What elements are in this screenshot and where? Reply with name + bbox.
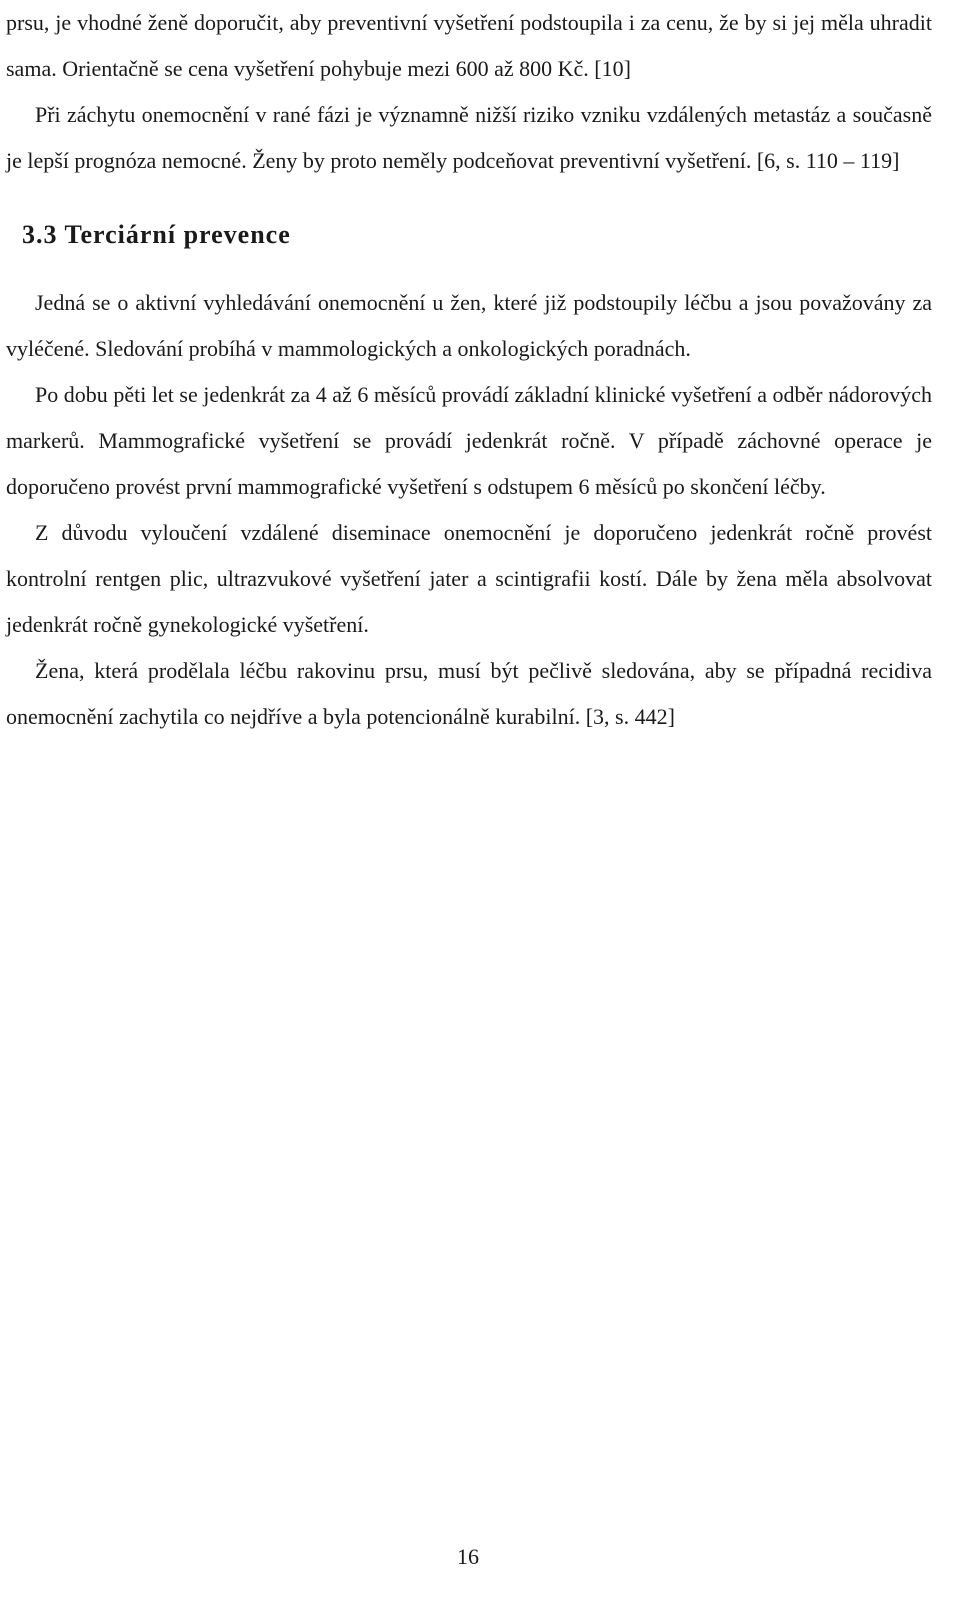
intro-paragraph-early-detection: Při záchytu onemocnění v rané fázi je významně nižší riziko vzniku vzdálených metastáz a současně je lepší prognóza nemocné. Ženy by proto neměly podceňovat preventivní vyšetření. [6, s. 110 – 119]	[6, 102, 932, 173]
paragraph-followup-schedule: Po dobu pěti let se jedenkrát za 4 až 6 měsíců provádí základní klinické vyšetření a odběr nádorových markerů. Mammografické vyšetření se provádí jedenkrát ročně. V případě záchovné operace je doporučeno provést první mammografické vyšetření s odstupem 6 měsíců po skončení léčby.	[6, 382, 932, 499]
intro-paragraph-continued: prsu, je vhodné ženě doporučit, aby preventivní vyšetření podstoupila i za cenu, že by si jej měla uhradit sama. Orientačně se cena vyšetření pohybuje mezi 600 až 800 Kč. [10]	[6, 10, 932, 81]
section-heading: 3.3 Terciární prevence	[22, 220, 291, 249]
document-page	[6, 0, 932, 740]
heading-spacer-bottom	[6, 252, 932, 280]
paragraph-recurrence-monitoring: Žena, která prodělala léčbu rakovinu prsu, musí být pečlivě sledována, aby se případná recidiva onemocnění zachytila co nejdříve a byla potencionálně kurabilní. [3, s. 442]	[6, 658, 932, 729]
paragraph-dissemination-checks: Z důvodu vyloučení vzdálené diseminace onemocnění je doporučeno jedenkrát ročně provést kontrolní rentgen plic, ultrazvukové vyšetření jater a scintigrafii kostí. Dále by žena měla absolvovat jedenkrát ročně gynekologické vyšetření.	[6, 520, 932, 637]
heading-spacer-top	[6, 184, 932, 218]
page-number: 16	[457, 1544, 479, 1569]
paragraph-tertiary-definition: Jedná se o aktivní vyhledávání onemocnění u žen, které již podstoupily léčbu a jsou považovány za vyléčené. Sledování probíhá v mammologických a onkologických poradnách.	[6, 290, 932, 361]
